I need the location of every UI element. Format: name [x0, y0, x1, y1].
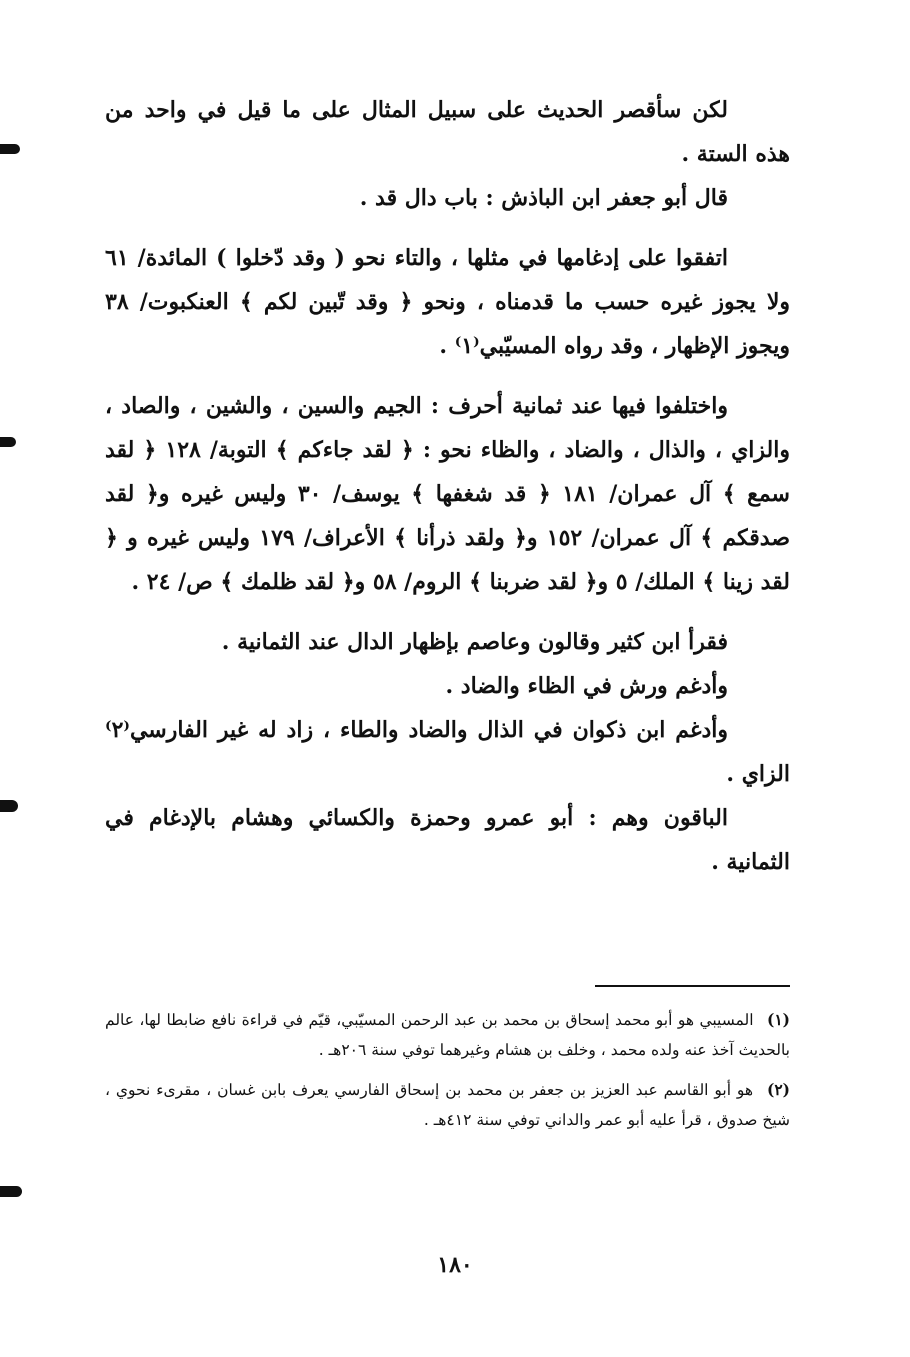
paragraph-disagreement: واختلفوا فيها عند ثمانية أحرف : الجيم والسين ، والشين ، والصاد ، والزاي ، والذال ، والضاد ، والظاء نحو : ﴿ لقد جاءكم ﴾ التوبة/ ١٢٨ ﴿ لقد سمع ﴾ آل عمران/ ١٨١ ﴿ قد شغفها ﴾ يوسف/ ٣٠ وليس غيره و﴿ لقد صدقكم ﴾ آل عمران/ ١٥٢ و﴿ ولقد ذرأنا ﴾ الأعراف/ ١٧٩ وليس غيره و ﴿ لقد زينا ﴾ الملك/ ٥ و﴿ لقد ضربنا ﴾ الروم/ ٥٨ و﴿ لقد ظلمك ﴾ ص/ ٢٤ .: [105, 393, 790, 595]
paragraph-ibn-dhakwan: وأدغم ابن ذكوان في الذال والضاد والطاء ، زاد له غير الفارسي⁽٢⁾ الزاي .: [105, 717, 790, 787]
page-number: ١٨٠: [437, 1252, 473, 1278]
footnote-text: هو أبو القاسم عبد العزيز بن جعفر بن محمد بن إسحاق الفارسي يعرف بابن غسان ، مقرىء نحوي ، شيخ صدوق ، قرأ عليه أبو عمر والداني توفي سنة ٤١٢هـ .: [105, 1081, 790, 1129]
footnote-1: [105, 1005, 790, 1065]
paragraph-agreement: اتفقوا على إدغامها في مثلها ، والتاء نحو ( وقد دّخلوا ) المائدة/ ٦١ ولا يجوز غيره حسب ما قدمناه ، ونحو ﴿ وقد تّبين لكم ﴾ العنكبوت/ ٣٨ ويجوز الإظهار ، وقد رواه المسيّبي⁽١⁾ .: [105, 245, 790, 359]
paragraph-remaining: الباقون وهم : أبو عمرو وحمزة والكسائي وهشام بالإدغام في الثمانية .: [105, 805, 790, 875]
main-text: [105, 88, 790, 884]
scan-binding-mark: [0, 144, 20, 154]
footnote-separator: [595, 985, 790, 987]
paragraph-intro: لكن سأقصر الحديث على سبيل المثال على ما قيل في واحد من هذه الستة .: [105, 97, 790, 167]
footnotes: [105, 1005, 790, 1145]
footnote-number: (٢): [766, 1080, 790, 1099]
scan-binding-mark: [0, 437, 16, 447]
scan-binding-mark: [0, 800, 18, 812]
scan-binding-mark: [0, 1186, 22, 1197]
footnote-number: (١): [766, 1010, 790, 1029]
footnote-text: المسيبي هو أبو محمد إسحاق بن محمد بن عبد الرحمن المسيّبي، قيّم في قراءة نافع ضابطا لها، عالم بالحديث آخذ عنه ولده محمد ، وخلف بن هشام وغيرهما توفي سنة ٢٠٦هـ .: [105, 1011, 790, 1059]
paragraph-warsh: وأدغم ورش في الظاء والضاد .: [445, 673, 728, 699]
paragraph-izhar: فقرأ ابن كثير وقالون وعاصم بإظهار الدال عند الثمانية .: [221, 629, 728, 655]
footnote-2: [105, 1075, 790, 1135]
paragraph-chapter-heading: قال أبو جعفر ابن الباذش : باب دال قد .: [359, 185, 728, 211]
